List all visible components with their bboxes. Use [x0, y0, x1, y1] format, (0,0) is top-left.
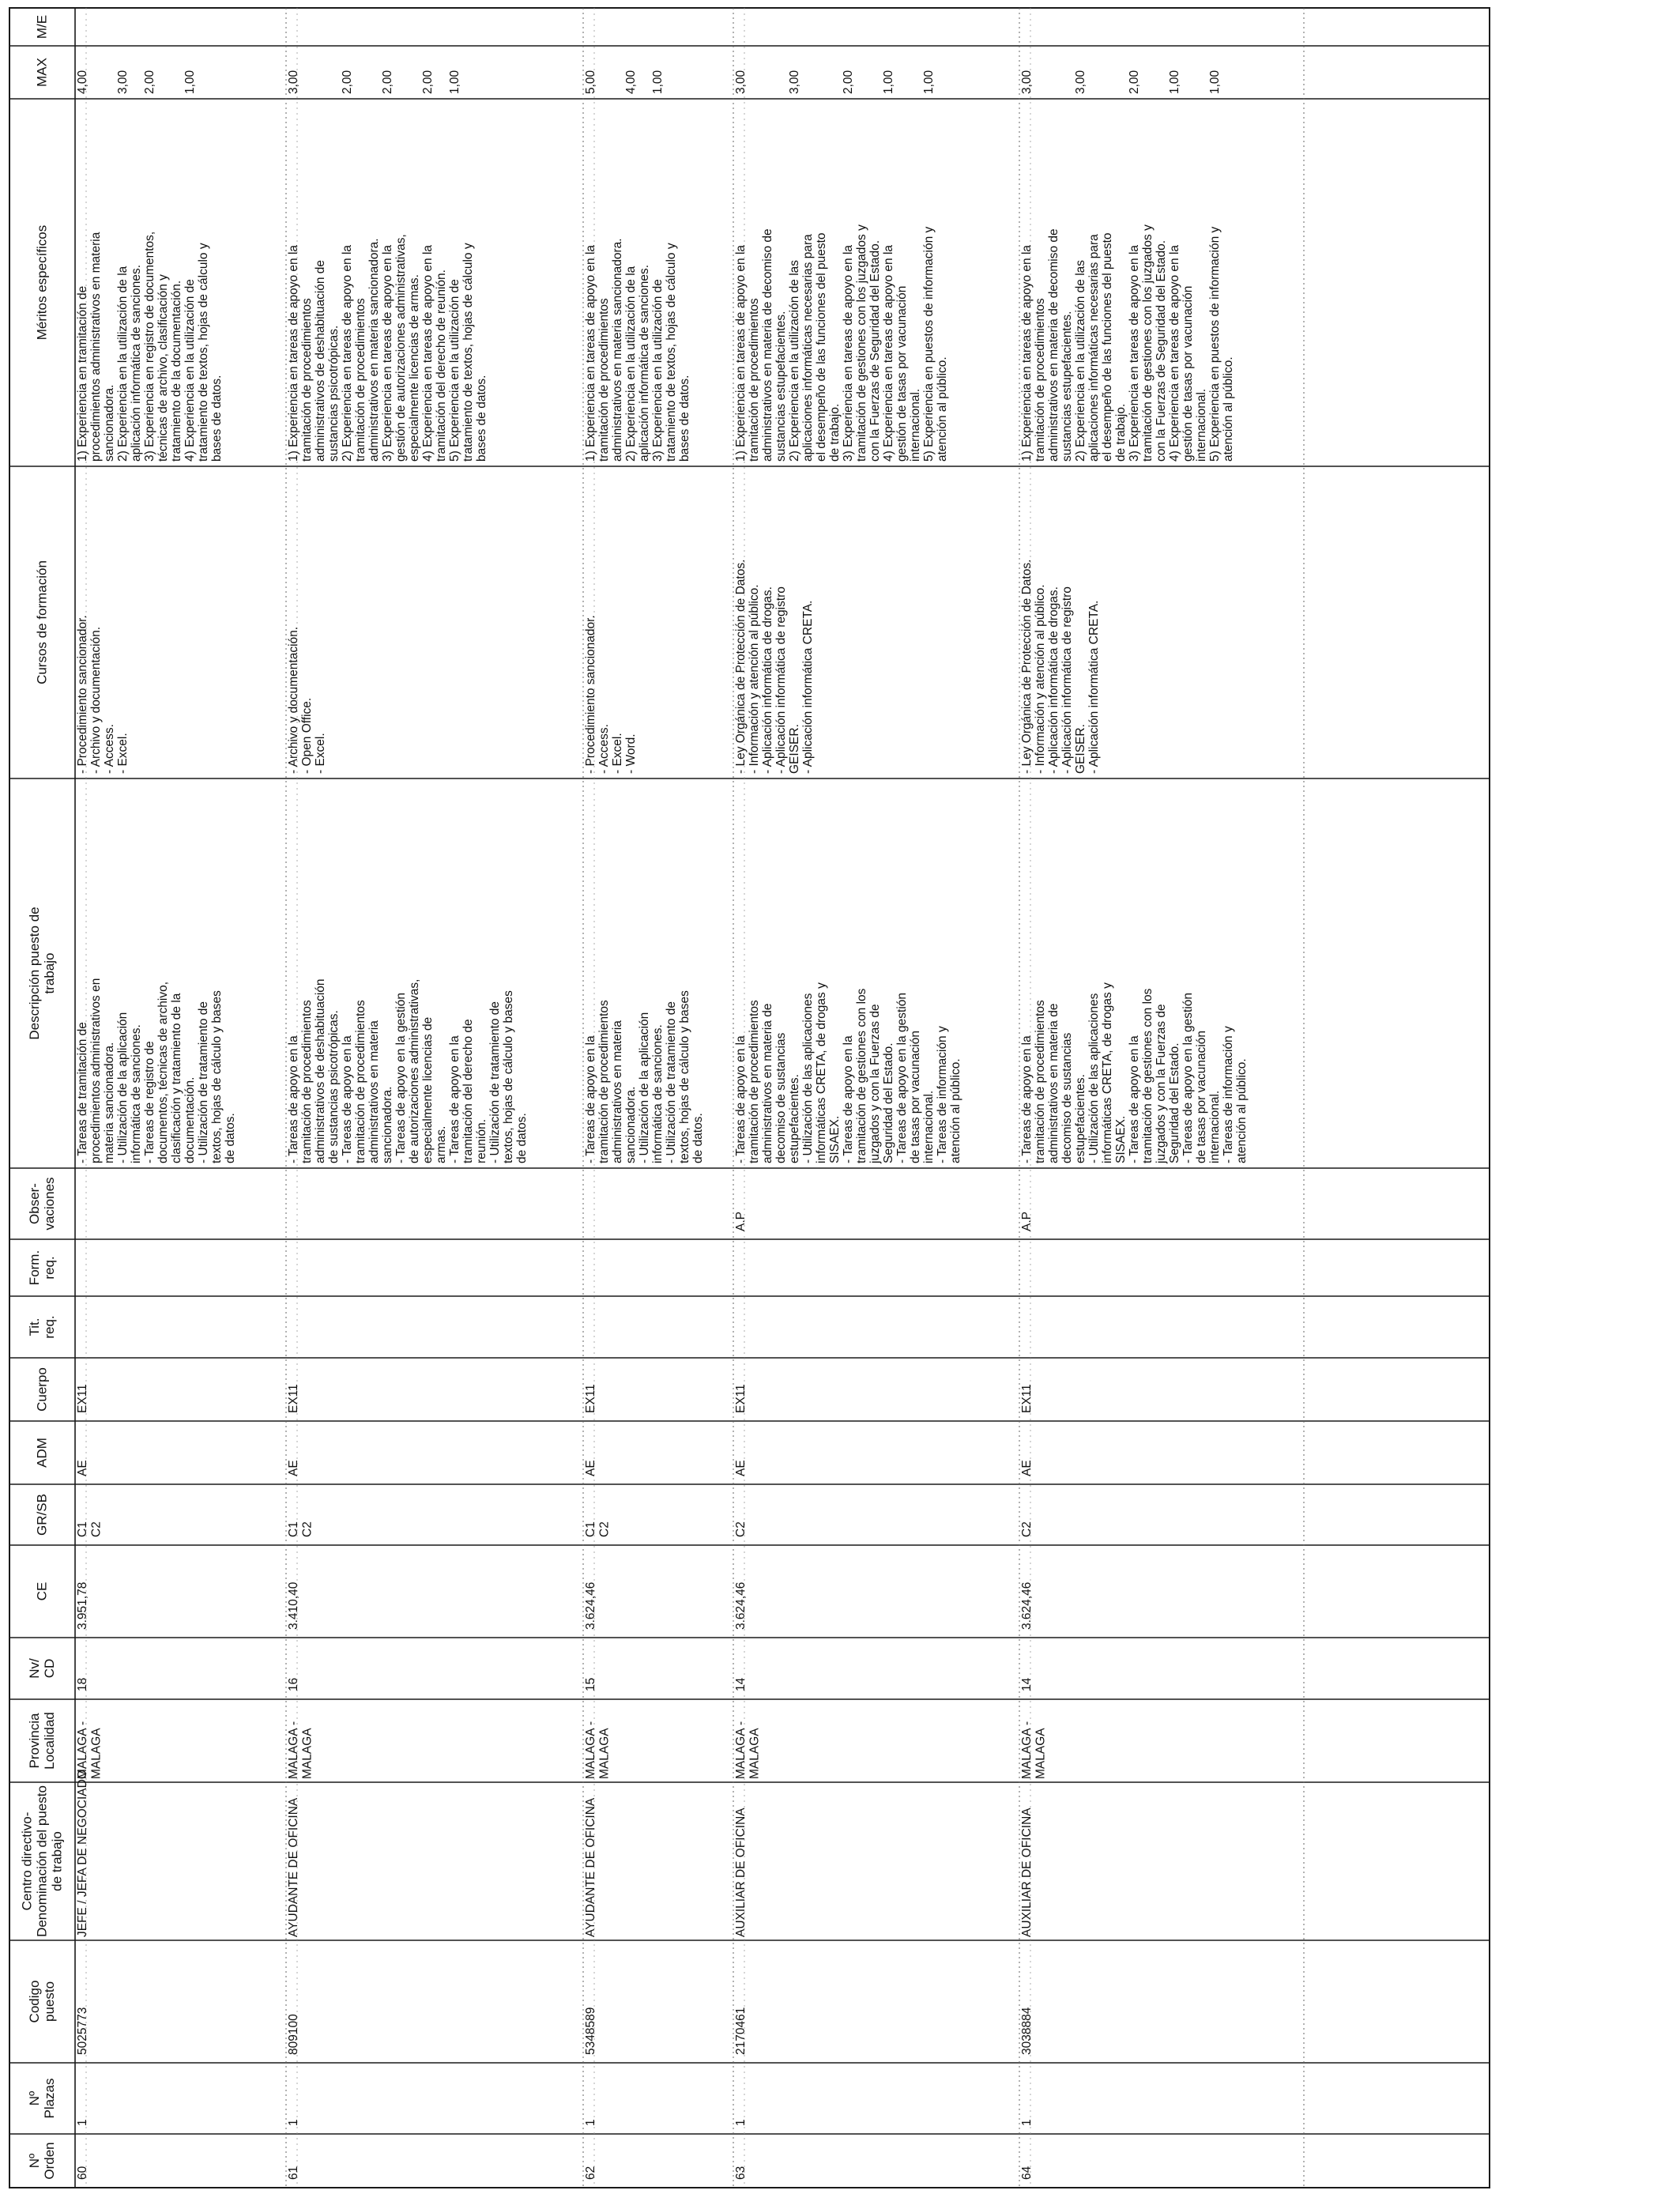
cell-meritos: 2) Experiencia en la utilización de las — [1074, 259, 1087, 462]
cell-codigo: 2170461 — [734, 2007, 748, 2055]
cell-meritos: administrativos de deshabituación de — [314, 259, 327, 462]
cell-cursos: - Access. — [597, 724, 611, 774]
cell-meritos: 3) Experiencia en tareas de apoyo en la — [1128, 244, 1141, 462]
cell-descripcion: administrativos en materia — [367, 1020, 381, 1163]
header-form: req. — [42, 1256, 57, 1280]
cell-obs: A.P — [1020, 1212, 1034, 1231]
cell-descripcion: internacional. — [922, 1090, 936, 1163]
cell-meritos: con la Fuerzas de Seguridad del Estado. — [1155, 239, 1168, 462]
cell-max: 2,00 — [341, 70, 354, 94]
header-plazas: Nº — [27, 2090, 42, 2106]
cell-descripcion: atención al público. — [949, 1058, 962, 1163]
cell-descripcion: - Tareas de información y — [936, 1026, 949, 1163]
cell-grupo: C2 — [597, 1521, 612, 1537]
cell-meritos: 1) Experiencia en tramitación de — [76, 285, 89, 462]
cell-cursos: - Información y atención al público. — [748, 584, 761, 774]
cell-meritos: 2) Experiencia en la utilización de la — [624, 266, 638, 462]
cell-plazas: 1 — [287, 2119, 300, 2126]
cell-meritos: 5) Experiencia en puestos de información y — [922, 226, 936, 462]
cell-centro: JEFE / JEFA DE NEGOCIADO — [76, 1770, 89, 1937]
cell-meritos: 4) Experiencia en tareas de apoyo en la — [882, 244, 895, 462]
cell-cursos: - Aplicación informática CRETA. — [1087, 600, 1101, 774]
cell-max: 1,00 — [651, 70, 665, 94]
table-header — [20, 15, 65, 2180]
cell-cursos: - Procedimiento sancionador. — [76, 615, 89, 774]
cell-cursos: - Ley Orgánica de Protección de Datos. — [734, 559, 748, 774]
cell-meritos: tratamiento de la documentación. — [170, 280, 183, 462]
cell-grupo: C2 — [734, 1521, 748, 1537]
header-orden: Orden — [42, 2142, 57, 2180]
cell-descripcion: atención al público. — [1235, 1058, 1249, 1163]
cell-orden: 60 — [76, 2166, 89, 2180]
cell-descripcion: administrativos de deshabituación — [314, 978, 327, 1163]
cell-descripcion: - Utilización de tratamiento de — [665, 1001, 678, 1163]
cell-grupo: C2 — [1020, 1521, 1034, 1537]
cell-descripcion: - Tareas de apoyo en la — [1128, 1035, 1141, 1163]
cell-descripcion: tramitación de procedimientos — [1034, 1000, 1047, 1163]
cell-descripcion: de datos. — [691, 1113, 705, 1163]
cell-meritos: especialmente licencias de armas. — [408, 274, 421, 462]
cell-cursos: - Excel. — [314, 733, 327, 774]
cell-max: 2,00 — [842, 70, 855, 94]
cell-descripcion: procedimientos administrativos en — [89, 978, 103, 1163]
cell-descripcion: - Utilización de la aplicación — [116, 1012, 130, 1163]
cell-descripcion: de autorizaciones administrativas, — [408, 978, 421, 1163]
cell-max: 4,00 — [76, 70, 89, 94]
cell-descripcion: - Tareas de apoyo en la — [842, 1035, 855, 1163]
cell-descripcion: de tasas por vacunación — [1195, 1030, 1208, 1163]
cell-descripcion: tramitación de gestiones con los — [855, 988, 868, 1163]
cell-descripcion: SISAEX. — [1114, 1115, 1128, 1163]
cell-grupo: C1 — [287, 1521, 300, 1537]
cell-cursos: - Aplicación informática de drogas. — [1047, 586, 1060, 774]
cell-meritos: aplicación informática de sanciones. — [130, 265, 143, 462]
cell-nivel: 14 — [1020, 1677, 1034, 1691]
cell-descripcion: - Utilización de las aplicaciones — [1087, 993, 1101, 1163]
cell-nivel: 15 — [584, 1677, 597, 1691]
cell-descripcion: tramitación de procedimientos — [597, 1000, 611, 1163]
header-obs: vaciones — [42, 1177, 57, 1231]
cell-ce: 3.624,46 — [734, 1581, 748, 1630]
cell-ce: 3.624,46 — [584, 1581, 597, 1630]
header-orden: Nº — [27, 2153, 42, 2169]
cell-meritos: tramitación de procedimientos — [1034, 298, 1047, 462]
cell-meritos: administrativos en materia sancionadora. — [367, 238, 381, 462]
cell-orden: 64 — [1020, 2166, 1034, 2180]
cell-plazas: 1 — [76, 2119, 89, 2126]
cell-descripcion: informáticas CRETA, de drogas y — [1101, 982, 1114, 1163]
cell-cursos: - Ley Orgánica de Protección de Datos. — [1020, 559, 1034, 774]
header-adm: ADM — [34, 1438, 50, 1468]
header-form: Form. — [27, 1250, 42, 1286]
cell-meritos: sustancias psicotrópicas. — [327, 325, 341, 462]
cell-meritos: 2) Experiencia en la utilización de la — [116, 266, 130, 462]
header-plazas: Plazas — [42, 2078, 57, 2119]
cell-cursos: - Access. — [103, 724, 116, 774]
cell-provincia: MALAGA - — [76, 1721, 89, 1779]
header-provincia: Provincia — [27, 1713, 42, 1769]
cell-meritos: bases de datos. — [210, 375, 224, 462]
cell-descripcion: documentos, técnicas de archivo, — [156, 981, 170, 1163]
cell-meritos: atención al público. — [1222, 356, 1235, 462]
cell-max: 1,00 — [1208, 70, 1222, 94]
cell-meritos: internacional. — [1195, 388, 1208, 462]
cell-descripcion: - Utilización de tratamiento de — [197, 1001, 210, 1163]
header-cuerpo: Cuerpo — [34, 1367, 50, 1412]
cell-descripcion: armas. — [435, 1125, 448, 1163]
cell-meritos: sancionadora. — [103, 384, 116, 462]
cell-cursos: - Word. — [624, 733, 638, 774]
cell-cursos: - Aplicación informática de drogas. — [761, 586, 774, 774]
cell-meritos: bases de datos. — [678, 375, 691, 462]
cell-meritos: con la Fuerzas de Seguridad del Estado. — [868, 239, 882, 462]
cell-descripcion: de datos. — [224, 1113, 237, 1163]
cell-meritos: aplicaciones informáticas necesarias para — [1087, 234, 1101, 462]
cell-max: 1,00 — [922, 70, 936, 94]
header-ce: CE — [34, 1581, 50, 1601]
cell-provincia: MALAGA - — [584, 1721, 597, 1779]
cell-meritos: aplicación informática de sanciones. — [638, 265, 651, 462]
cell-meritos: tramitación de gestiones con los juzgados y — [1141, 224, 1155, 462]
cell-max: 1,00 — [1168, 70, 1181, 94]
cell-meritos: tramitación de procedimientos — [748, 298, 761, 462]
cell-meritos: 2) Experiencia en tareas de apoyo en la — [341, 244, 354, 462]
cell-max: 2,00 — [1128, 70, 1141, 94]
cell-descripcion: tramitación de gestiones con los — [1141, 988, 1155, 1163]
cell-max: 3,00 — [734, 70, 748, 94]
cell-cursos: - Aplicación informática de registro — [774, 586, 788, 774]
cell-meritos: 2) Experiencia en la utilización de las — [788, 259, 801, 462]
header-centro: de trabajo — [49, 1831, 65, 1891]
cell-descripcion: de tasas por vacunación — [909, 1030, 922, 1163]
cell-meritos: 5) Experiencia en puestos de información y — [1208, 226, 1222, 462]
cell-descripcion: estupefacientes. — [788, 1074, 801, 1163]
cell-max: 2,00 — [421, 70, 435, 94]
cell-provincia: MALAGA — [597, 1728, 612, 1779]
cell-meritos: técnicas de archivo, clasificación y — [156, 274, 170, 462]
cell-meritos: 5) Experiencia en la utilización de — [448, 279, 461, 462]
cell-descripcion: administrativos en materia — [611, 1020, 624, 1163]
cell-orden: 63 — [734, 2166, 748, 2180]
cell-centro: AYUDANTE DE OFICINA — [584, 1797, 597, 1937]
cell-descripcion: Seguridad del Estado. — [882, 1042, 895, 1163]
header-me: M/E — [34, 14, 50, 40]
cell-descripcion: tramitación de procedimientos — [354, 1000, 367, 1163]
cell-meritos: tramitación del derecho de reunión. — [435, 270, 448, 462]
cell-codigo: 5348589 — [584, 2007, 597, 2055]
cell-descripcion: reunión. — [475, 1118, 488, 1163]
cell-max: 1,00 — [448, 70, 461, 94]
cell-descripcion: - Tareas de apoyo en la — [1020, 1035, 1034, 1163]
header-max: MAX — [34, 58, 50, 87]
cell-meritos: 1) Experiencia en tareas de apoyo en la — [734, 244, 748, 462]
cell-descripcion: clasificación y tratamiento de la — [170, 993, 183, 1163]
cell-descripcion: documentación. — [183, 1076, 197, 1163]
cell-max: 3,00 — [1074, 70, 1087, 94]
table-row — [584, 70, 705, 2180]
header-grupo: GR/SB — [34, 1494, 50, 1536]
header-tit: Tit. — [27, 1318, 42, 1336]
cell-descripcion: juzgados y con la Fuerzas de — [868, 1004, 882, 1163]
cell-meritos: bases de datos. — [475, 375, 488, 462]
cell-codigo: 809100 — [287, 2014, 300, 2055]
cell-cursos: - Excel. — [611, 733, 624, 774]
cell-max: 3,00 — [1020, 70, 1034, 94]
cell-meritos: tramitación de procedimientos — [300, 298, 314, 462]
cell-descripcion: - Tareas de apoyo en la — [287, 1035, 300, 1163]
cell-descripcion: informática de sanciones. — [651, 1024, 665, 1163]
cell-meritos: tramitación de gestiones con los juzgados y — [855, 224, 868, 462]
cell-descripcion: de datos. — [515, 1113, 529, 1163]
cell-obs: A.P — [734, 1212, 748, 1231]
table-row — [734, 70, 962, 2180]
cell-descripcion: informáticas CRETA, de drogas y — [815, 982, 828, 1163]
table-body — [76, 70, 1249, 2180]
cell-provincia: MALAGA - — [1020, 1721, 1034, 1779]
cell-adm: AE — [584, 1460, 597, 1476]
cell-provincia: MALAGA — [300, 1728, 315, 1779]
cell-cursos: - Archivo y documentación. — [287, 626, 300, 774]
cell-descripcion: - Tareas de tramitación de — [76, 1022, 89, 1163]
cell-meritos: administrativos en materia de decomiso de — [1047, 228, 1060, 462]
cell-meritos: gestión de tasas por vacunación — [1181, 285, 1195, 462]
cell-meritos: gestión de autorizaciones administrativas, — [394, 234, 408, 462]
header-descripcion: Descripción puesto de — [27, 907, 42, 1040]
cell-descripcion: - Utilización de la aplicación — [638, 1012, 651, 1163]
cell-cursos: - Archivo y documentación. — [89, 626, 103, 774]
cell-descripcion: - Tareas de información y — [1222, 1026, 1235, 1163]
cell-descripcion: SISAEX. — [828, 1115, 842, 1163]
cell-descripcion: textos, hojas de cálculo y bases — [678, 990, 691, 1163]
cell-descripcion: de sustancias psicotrópicas. — [327, 1010, 341, 1163]
cell-meritos: el desempeño de las funciones del puesto — [815, 232, 828, 462]
cell-nivel: 14 — [734, 1677, 748, 1691]
cell-cursos: - Excel. — [116, 733, 130, 774]
cell-meritos: atención al público. — [936, 356, 949, 462]
cell-provincia: MALAGA - — [287, 1721, 300, 1779]
cell-meritos: el desempeño de las funciones del puesto — [1101, 232, 1114, 462]
cell-provincia: MALAGA — [89, 1728, 104, 1779]
cell-descripcion: - Utilización de tratamiento de — [488, 1001, 502, 1163]
cell-ce: 3.951,78 — [76, 1581, 89, 1630]
cell-codigo: 5025773 — [76, 2007, 89, 2055]
cell-cuerpo: EX11 — [287, 1384, 300, 1413]
cell-meritos: 3) Experiencia en la utilización de — [651, 279, 665, 462]
cell-grupo: C2 — [89, 1521, 104, 1537]
cell-meritos: 1) Experiencia en tareas de apoyo en la — [287, 244, 300, 462]
cell-descripcion: decomiso de sustancias — [1060, 1032, 1074, 1163]
table-row — [1020, 70, 1249, 2180]
cell-meritos: procedimientos administrativos en materia — [89, 232, 103, 462]
cell-meritos: administrativos en materia de decomiso de — [761, 228, 774, 462]
cell-meritos: aplicaciones informáticas necesarias para — [801, 234, 815, 462]
cell-meritos: sustancias estupefacientes. — [774, 311, 788, 462]
cell-cursos: - Aplicación informática CRETA. — [801, 600, 815, 774]
cell-meritos: administrativos en materia sancionadora. — [611, 238, 624, 462]
cell-cursos: GEISER. — [1074, 724, 1087, 774]
header-nivel: CD — [42, 1658, 57, 1679]
cell-orden: 62 — [584, 2166, 597, 2180]
cell-meritos: tramitación de procedimientos — [597, 298, 611, 462]
cell-max: 1,00 — [183, 70, 197, 94]
cell-descripcion: - Tareas de apoyo en la — [341, 1035, 354, 1163]
cell-cuerpo: EX11 — [584, 1384, 597, 1413]
cell-cuerpo: EX11 — [734, 1384, 748, 1413]
cell-descripcion: sancionadora. — [381, 1086, 394, 1163]
cell-max: 3,00 — [287, 70, 300, 94]
cell-max: 3,00 — [116, 70, 130, 94]
cell-descripcion: tramitación del derecho de — [461, 1019, 475, 1163]
cell-descripcion: tramitación de procedimientos — [748, 1000, 761, 1163]
cell-meritos: 4) Experiencia en tareas de apoyo en la — [421, 244, 435, 462]
cell-nivel: 18 — [76, 1677, 89, 1691]
cell-meritos: 4) Experiencia en la utilización de — [183, 279, 197, 462]
cell-descripcion: - Tareas de registro de — [143, 1041, 156, 1163]
header-centro: Centro directivo- — [19, 1811, 35, 1911]
cell-provincia: MALAGA — [1034, 1728, 1048, 1779]
cell-cuerpo: EX11 — [1020, 1384, 1034, 1413]
cell-orden: 61 — [287, 2166, 300, 2180]
cell-descripcion: tramitación de procedimientos — [300, 1000, 314, 1163]
cell-descripcion: decomiso de sustancias — [774, 1032, 788, 1163]
cell-meritos: gestión de tasas por vacunación — [895, 285, 909, 462]
cell-centro: AYUDANTE DE OFICINA — [287, 1797, 300, 1937]
cell-max: 2,00 — [143, 70, 156, 94]
cell-centro: AUXILIAR DE OFICINA — [1020, 1808, 1034, 1937]
cell-max: 1,00 — [882, 70, 895, 94]
cell-descripcion: textos, hojas de cálculo y bases — [502, 990, 515, 1163]
cell-ce: 3.624,46 — [1020, 1581, 1034, 1630]
cell-provincia: MALAGA — [748, 1728, 762, 1779]
cell-meritos: tratamiento de textos, hojas de cálculo y — [197, 243, 210, 462]
header-centro: Denominación del puesto — [34, 1785, 50, 1937]
cell-meritos: 3) Experiencia en tareas de apoyo en la — [842, 244, 855, 462]
cell-meritos: 1) Experiencia en tareas de apoyo en la — [584, 244, 597, 462]
cell-cursos: - Open Office. — [300, 697, 314, 774]
cell-meritos: 4) Experiencia en tareas de apoyo en la — [1168, 244, 1181, 462]
cell-descripcion: informática de sanciones. — [130, 1024, 143, 1163]
cell-descripcion: estupefacientes. — [1074, 1074, 1087, 1163]
cell-meritos: 1) Experiencia en tareas de apoyo en la — [1020, 244, 1034, 462]
cell-descripcion: - Tareas de apoyo en la gestión — [394, 992, 408, 1163]
cell-plazas: 1 — [1020, 2119, 1034, 2126]
cell-descripcion: Seguridad del Estado. — [1168, 1042, 1181, 1163]
cell-ce: 3.410,40 — [287, 1581, 300, 1630]
cell-meritos: sustancias estupefacientes. — [1060, 311, 1074, 462]
header-meritos: Méritos específicos — [34, 224, 50, 341]
cell-descripcion: internacional. — [1208, 1090, 1222, 1163]
cell-adm: AE — [734, 1460, 748, 1476]
cell-meritos: tratamiento de textos, hojas de cálculo y — [665, 243, 678, 462]
cell-descripcion: - Tareas de apoyo en la — [734, 1035, 748, 1163]
table-row — [76, 70, 237, 2180]
cell-descripcion: administrativos en materia de — [761, 1003, 774, 1163]
cell-nivel: 16 — [287, 1677, 300, 1691]
header-codigo: Codigo — [27, 1980, 42, 2023]
header-codigo: puesto — [42, 1981, 57, 2022]
header-obs: Obser- — [27, 1183, 42, 1224]
cell-meritos: de trabajo. — [1114, 403, 1128, 462]
cell-meritos: de trabajo. — [828, 403, 842, 462]
cell-meritos: internacional. — [909, 388, 922, 462]
cell-plazas: 1 — [734, 2119, 748, 2126]
cell-meritos: 3) Experiencia en registro de documentos, — [143, 231, 156, 462]
cell-grupo: C1 — [76, 1521, 89, 1537]
header-provincia: Localidad — [42, 1712, 57, 1770]
cell-plazas: 1 — [584, 2119, 597, 2126]
cell-centro: AUXILIAR DE OFICINA — [734, 1808, 748, 1937]
cell-codigo: 3038884 — [1020, 2007, 1034, 2055]
cell-grupo: C2 — [300, 1521, 315, 1537]
cell-max: 3,00 — [788, 70, 801, 94]
header-tit: req. — [42, 1315, 57, 1339]
cell-max: 2,00 — [381, 70, 394, 94]
cell-max: 4,00 — [624, 70, 638, 94]
cell-descripcion: especialmente licencias de — [421, 1016, 435, 1163]
cell-descripcion: - Tareas de apoyo en la — [584, 1035, 597, 1163]
cell-descripcion: sancionadora. — [624, 1086, 638, 1163]
cell-cursos: GEISER. — [788, 724, 801, 774]
cell-meritos: tramitación de procedimientos — [354, 298, 367, 462]
cell-descripcion: materia sancionadora. — [103, 1042, 116, 1163]
cell-meritos: tratamiento de textos, hojas de cálculo y — [461, 243, 475, 462]
cell-adm: AE — [76, 1460, 89, 1476]
header-cursos: Cursos de formación — [34, 560, 50, 684]
cell-cuerpo: EX11 — [76, 1384, 89, 1413]
cell-descripcion: administrativos en materia de — [1047, 1003, 1060, 1163]
table-row — [287, 70, 529, 2180]
cell-descripcion: - Utilización de las aplicaciones — [801, 993, 815, 1163]
cell-descripcion: juzgados y con la Fuerzas de — [1155, 1004, 1168, 1163]
cell-provincia: MALAGA - — [734, 1721, 748, 1779]
cell-descripcion: - Tareas de apoyo en la gestión — [895, 992, 909, 1163]
cell-max: 5,00 — [584, 70, 597, 94]
cell-grupo: C1 — [584, 1521, 597, 1537]
cell-cursos: - Aplicación informática de registro — [1060, 586, 1074, 774]
cell-cursos: - Información y atención al público. — [1034, 584, 1047, 774]
cell-descripcion: - Tareas de apoyo en la gestión — [1181, 992, 1195, 1163]
cell-adm: AE — [287, 1460, 300, 1476]
cell-descripcion: textos, hojas de cálculo y bases — [210, 990, 224, 1163]
cell-descripcion: - Tareas de apoyo en la — [448, 1035, 461, 1163]
header-nivel: Nv/ — [27, 1658, 42, 1679]
cell-meritos: 3) Experiencia en tareas de apoyo en la — [381, 244, 394, 462]
cell-adm: AE — [1020, 1460, 1034, 1476]
cell-cursos: - Procedimiento sancionador. — [584, 615, 597, 774]
header-descripcion: trabajo — [42, 952, 57, 994]
